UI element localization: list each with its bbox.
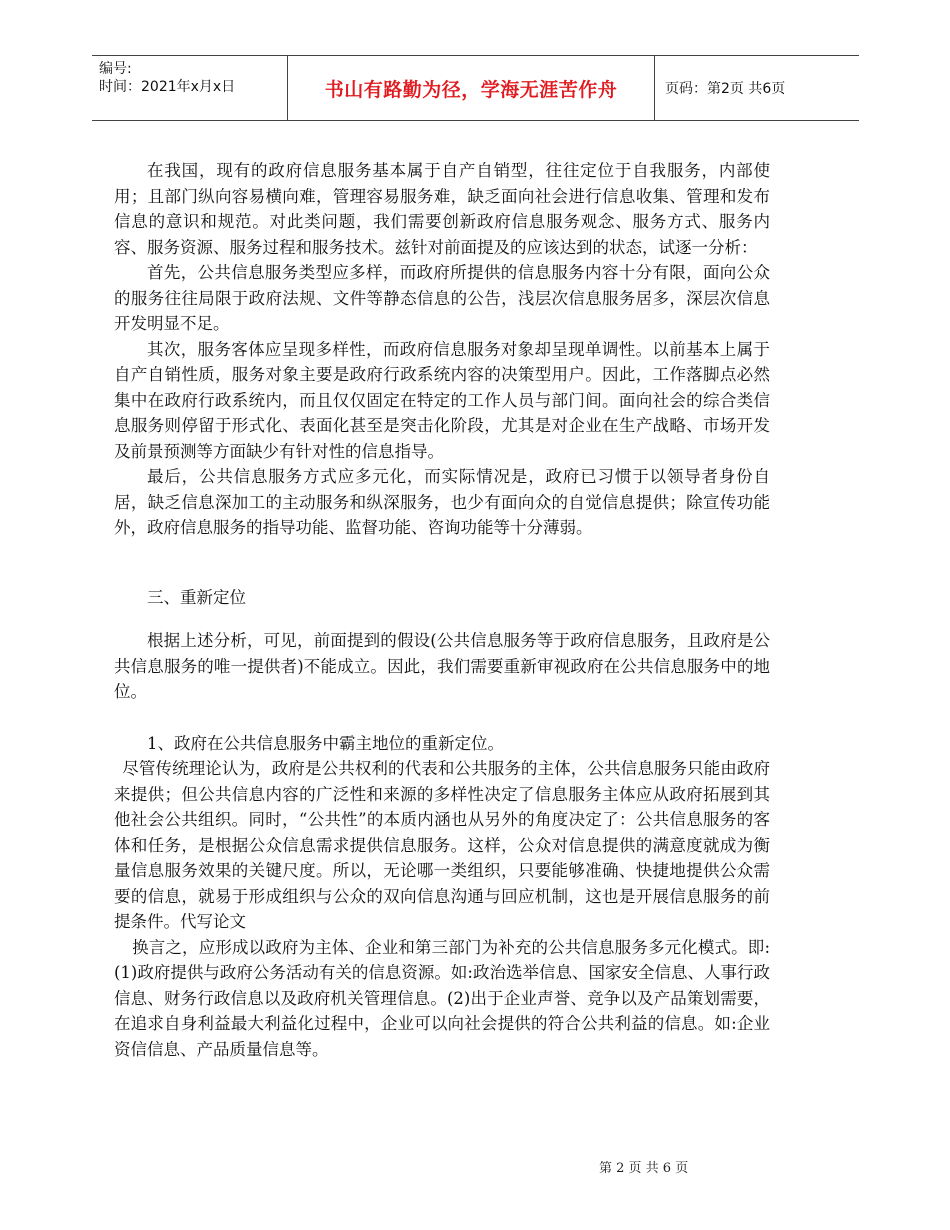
paragraph-8: 换言之，应形成以政府为主体、企业和第三部门为补充的公共信息服务多元化模式。即:(1)政府提供与政府公务活动有关的信息资源。如:政治选举信息、国家安全信息、人事行政信息、财务行政信息以及政府机关管理信息。(2)出于企业声誉、竞争以及产品策划需要，在追求自身利益最大利益化过程中，企业可以向社会提供的符合公共利益的信息。如:企业资信信息、产品质量信息等。 xyxy=(114,937,770,1059)
number-label: 编号: xyxy=(99,61,132,77)
document-body xyxy=(114,158,770,1062)
paragraph-6: 1、政府在公共信息服务中霸主地位的重新定位。 xyxy=(147,733,504,753)
section-heading: 三、重新定位 xyxy=(147,587,246,607)
paragraph-1: 在我国，现有的政府信息服务基本属于自产自销型，往往定位于自我服务，内部使用；且部门纵向容易横向难，管理容易服务难，缺乏面向社会进行信息收集、管理和发布信息的意识和规范。对此类问题，我们需要创新政府信息服务观念、服务方式、服务内容、服务资源、服务过程和服务技术。兹针对前面提及的应该达到的状态，试逐一分析： xyxy=(114,161,770,257)
paragraph-7: 尽管传统理论认为，政府是公共权利的代表和公共服务的主体，公共信息服务只能由政府来提供；但公共信息内容的广泛性和来源的多样性决定了信息服务主体应从政府拓展到其他社会公共组织。同时，“公共性”的本质内涵也从另外的角度决定了：公共信息服务的客体和任务，是根据公众信息需求提供信息服务。这样，公众对信息提供的满意度就成为衡量信息服务效果的关键尺度。所以，无论哪一类组织，只要能够准确、快捷地提供公众需要的信息，就易于形成组织与公众的双向信息沟通与回应机制，这也是开展信息服务的前提条件。代写论文 xyxy=(114,759,770,931)
paragraph-3: 其次，服务客体应呈现多样性，而政府信息服务对象却呈现单调性。以前基本上属于自产自销性质，服务对象主要是政府行政系统内容的决策型用户。因此，工作落脚点必然集中在政府行政系统内，而且仅仅固定在特定的工作人员与部门间。面向社会的综合类信息服务则停留于形式化、表面化甚至是突击化阶段，尤其是对企业在生产战略、市场开发及前景预测等方面缺少有针对性的信息指导。 xyxy=(114,339,770,461)
header-page-info: 页码：第2页 共6页 xyxy=(665,81,786,97)
paragraph-4: 最后，公共信息服务方式应多元化，而实际情况是，政府已习惯于以领导者身份自居，缺乏信息深加工的主动服务和纵深服务，也少有面向众的自觉信息提供；除宣传功能外，政府信息服务的指导功能、监督功能、咨询功能等十分薄弱。 xyxy=(114,467,770,537)
time-label: 时间：2021年x月x日 xyxy=(99,79,236,95)
header-meta xyxy=(92,56,287,120)
spacer xyxy=(114,610,770,628)
document-header xyxy=(92,55,859,121)
page-footer: 第 2 页 共 6 页 xyxy=(599,1161,689,1176)
paragraph-2: 首先，公共信息服务类型应多样，而政府所提供的信息服务内容十分有限，面向公众的服务往往局限于政府法规、文件等静态信息的公告，浅层次信息服务居多，深层次信息开发明显不足。 xyxy=(114,263,770,333)
header-motto: 书山有路勤为径，学海无涯苦作舟 xyxy=(287,56,655,120)
paragraph-5: 根据上述分析，可见，前面提到的假设(公共信息服务等于政府信息服务，且政府是公共信息服务的唯一提供者)不能成立。因此，我们需要重新审视政府在公共信息服务中的地位。 xyxy=(114,631,770,701)
spacer xyxy=(114,705,770,731)
spacer xyxy=(114,541,770,585)
